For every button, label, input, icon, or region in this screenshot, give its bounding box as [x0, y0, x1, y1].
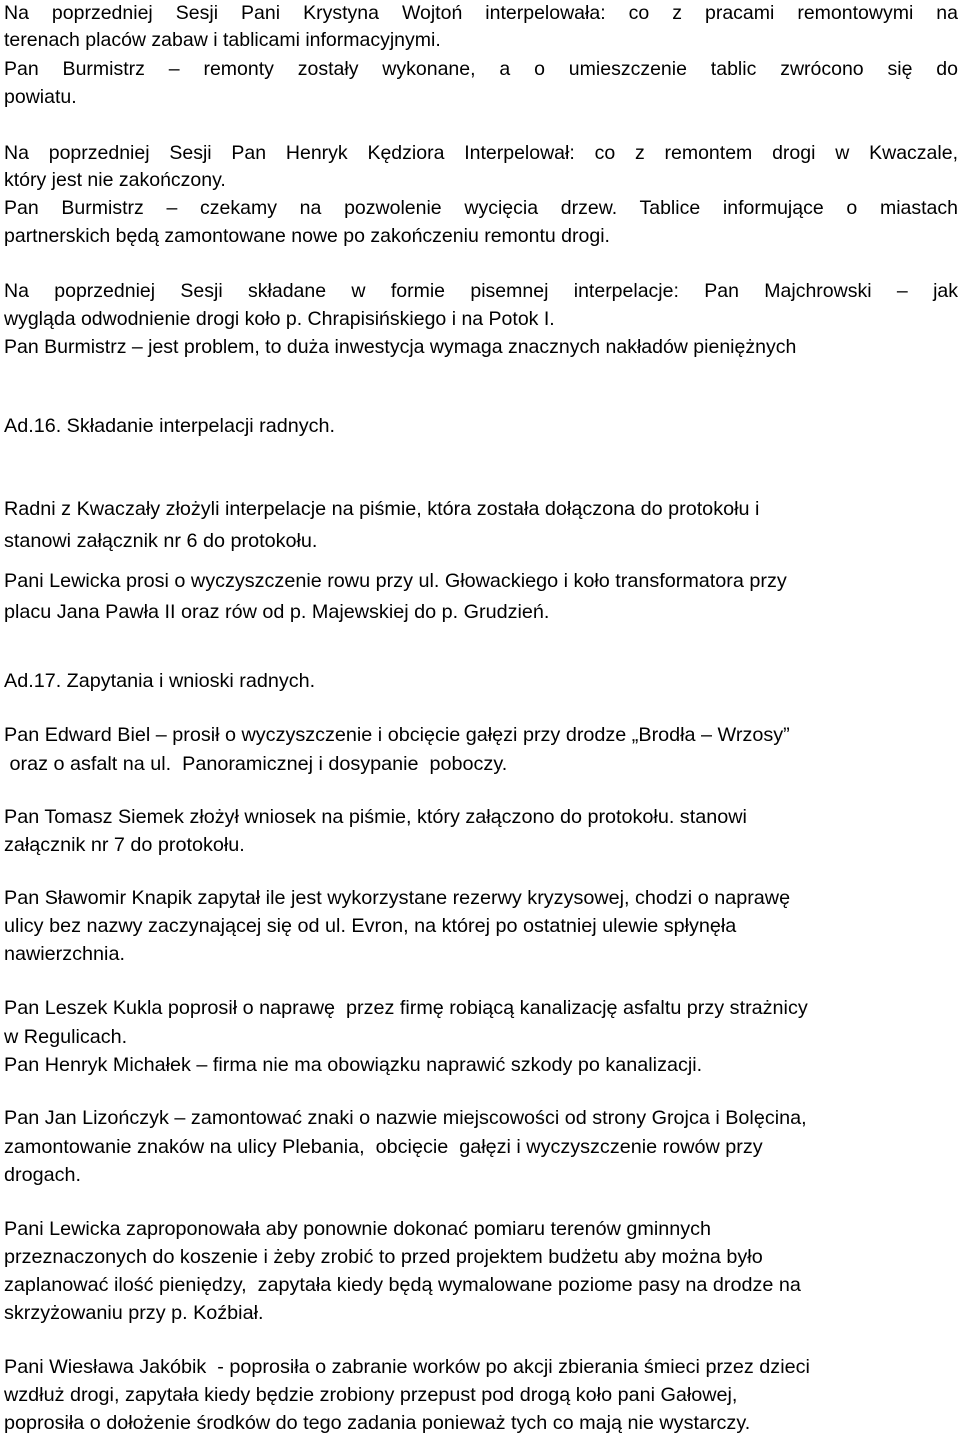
text-line: w Regulicach.: [4, 1026, 128, 1048]
text-line: Pan Burmistrz – czekamy na pozwolenie wycięcia drzew. Tablice informujące o miastach: [4, 197, 958, 219]
text-line: Pani Lewicka zaproponowała aby ponownie dokonać pomiaru terenów gminnych: [4, 1218, 712, 1240]
text-line: załącznik nr 7 do protokołu.: [4, 834, 245, 856]
text-line: zamontowanie znaków na ulicy Plebania, obcięcie gałęzi i wyczyszczenie rowów przy: [4, 1136, 763, 1158]
text-line: nawierzchnia.: [4, 943, 125, 965]
text-line: wygląda odwodnienie drogi koło p. Chrapisińskiego i na Potok I.: [4, 308, 555, 330]
text-line: Na poprzedniej Sesji składane w formie pisemnej interpelacje: Pan Majchrowski – jak: [4, 280, 958, 302]
text-line: zaplanować ilość pieniędzy, zapytała kiedy będą wymalowane poziome pasy na drodze na: [4, 1274, 801, 1296]
section-heading-ad16: Ad.16. Składanie interpelacji radnych.: [4, 415, 335, 437]
text-line: Pan Sławomir Knapik zapytał ile jest wykorzystane rezerwy kryzysowej, chodzi o naprawę: [4, 887, 791, 909]
text-line: Radni z Kwaczały złożyli interpelacje na piśmie, która została dołączona do protokołu i: [4, 498, 760, 520]
text-line: który jest nie zakończony.: [4, 169, 226, 191]
text-line: oraz o asfalt na ul. Panoramicznej i dosypanie poboczy.: [4, 753, 508, 775]
section-heading-ad17: Ad.17. Zapytania i wnioski radnych.: [4, 670, 316, 692]
text-line: Pani Wiesława Jakóbik - poprosiła o zabranie worków po akcji zbierania śmieci przez dzieci: [4, 1356, 810, 1378]
text-line: ulicy bez nazwy zaczynającej się od ul. Evron, na której po ostatniej ulewie spłynęła: [4, 915, 737, 937]
text-line: poprosiła o dołożenie środków do tego zadania ponieważ tych co mają nie wystarczy.: [4, 1412, 751, 1434]
text-line: przeznaczonych do koszenie i żeby zrobić to przed projektem budżetu aby można było: [4, 1246, 763, 1268]
text-line: stanowi załącznik nr 6 do protokołu.: [4, 530, 318, 552]
text-line: Pan Tomasz Siemek złożył wniosek na piśmie, który załączono do protokołu. stanowi: [4, 806, 747, 828]
text-line: Pani Lewicka prosi o wyczyszczenie rowu przy ul. Głowackiego i koło transformatora przy: [4, 570, 787, 592]
text-line: skrzyżowaniu przy p. Koźbiał.: [4, 1302, 264, 1324]
text-line: Pan Burmistrz – jest problem, to duża inwestycja wymaga znacznych nakładów pieniężnych: [4, 336, 797, 358]
text-line: drogach.: [4, 1164, 81, 1186]
text-line: partnerskich będą zamontowane nowe po zakończeniu remontu drogi.: [4, 225, 610, 247]
text-line: Pan Edward Biel – prosił o wyczyszczenie i obcięcie gałęzi przy drodze „Brodła – Wrzosy”: [4, 724, 790, 746]
text-line: terenach placów zabaw i tablicami informacyjnymi.: [4, 29, 441, 51]
text-line: Pan Jan Lizończyk – zamontować znaki o nazwie miejscowości od strony Grojca i Bolęcina,: [4, 1107, 807, 1129]
text-line: Na poprzedniej Sesji Pan Henryk Kędziora Interpelował: co z remontem drogi w Kwaczale,: [4, 142, 958, 164]
text-line: powiatu.: [4, 86, 77, 108]
text-line: Pan Burmistrz – remonty zostały wykonane, a o umieszczenie tablic zwrócono się do: [4, 58, 958, 80]
text-line: Pan Henryk Michałek – firma nie ma obowiązku naprawić szkody po kanalizacji.: [4, 1054, 703, 1076]
text-line: wzdłuż drogi, zapytała kiedy będzie zrobiony przepust pod drogą koło pani Gałowej,: [4, 1384, 738, 1406]
text-line: Pan Leszek Kukla poprosił o naprawę przez firmę robiącą kanalizację asfaltu przy strażnicy: [4, 997, 808, 1019]
text-line: Na poprzedniej Sesji Pani Krystyna Wojtoń interpelowała: co z pracami remontowymi na: [4, 2, 958, 24]
text-line: placu Jana Pawła II oraz rów od p. Majewskiej do p. Grudzień.: [4, 601, 550, 623]
